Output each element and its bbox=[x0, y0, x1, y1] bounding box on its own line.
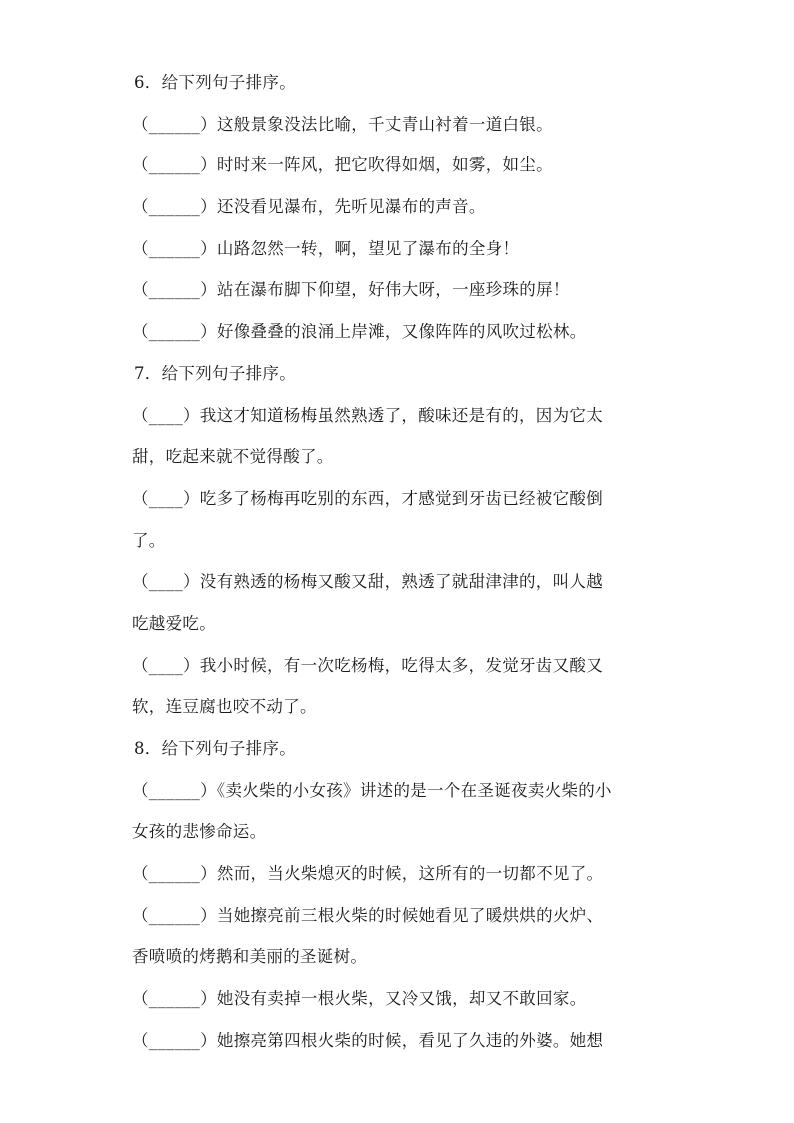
question-7-heading: 7．给下列句子排序。 bbox=[134, 364, 296, 383]
question-6-item-5: （______）站在瀑布脚下仰望，好伟大呀，一座珍珠的屏！ bbox=[132, 280, 570, 299]
question-7-item-1-line-2: 甜，吃起来就不觉得酸了。 bbox=[132, 447, 334, 466]
question-6-item-2: （______）时时来一阵风，把它吹得如烟，如雾，如尘。 bbox=[132, 155, 553, 174]
question-7-item-3-line-1: （____）没有熟透的杨梅又酸又甜，熟透了就甜津津的，叫人越 bbox=[132, 572, 603, 591]
question-6-heading: 6．给下列句子排序。 bbox=[134, 73, 296, 92]
question-8-item-2: （______）然而，当火柴熄灭的时候，这所有的一切都不见了。 bbox=[132, 864, 604, 883]
question-7-item-1-line-1: （____）我这才知道杨梅虽然熟透了，酸味还是有的，因为它太 bbox=[132, 406, 603, 425]
question-8-item-4: （______）她没有卖掉一根火柴，又冷又饿，却又不敢回家。 bbox=[132, 989, 587, 1008]
question-6-item-3: （______）还没看见瀑布，先听见瀑布的声音。 bbox=[132, 197, 486, 216]
question-8-item-1-line-1: （______）《卖火柴的小女孩》讲述的是一个在圣诞夜卖火柴的小 bbox=[132, 781, 612, 800]
question-8-item-3-line-2: 香喷喷的烤鹅和美丽的圣诞树。 bbox=[132, 947, 368, 966]
question-7-item-2-line-1: （____）吃多了杨梅再吃别的东西，才感觉到牙齿已经被它酸倒 bbox=[132, 489, 603, 508]
question-7-item-2-line-2: 了。 bbox=[132, 531, 166, 550]
question-8-item-3-line-1: （______）当她擦亮前三根火柴的时候她看见了暖烘烘的火炉、 bbox=[132, 906, 604, 925]
question-8-heading: 8．给下列句子排序。 bbox=[134, 739, 296, 758]
question-7-item-3-line-2: 吃越爱吃。 bbox=[132, 614, 216, 633]
question-8-item-1-line-2: 女孩的悲惨命运。 bbox=[132, 822, 267, 841]
question-6-item-4: （______）山路忽然一转，啊，望见了瀑布的全身！ bbox=[132, 239, 520, 258]
question-8-item-5: （______）她擦亮第四根火柴的时候，看见了久违的外婆。她想 bbox=[132, 1031, 604, 1050]
question-6-item-6: （______）好像叠叠的浪涌上岸滩，又像阵阵的风吹过松林。 bbox=[132, 322, 587, 341]
question-7-item-4-line-2: 软，连豆腐也咬不动了。 bbox=[132, 697, 317, 716]
question-6-item-1: （______）这般景象没法比喻，千丈青山衬着一道白银。 bbox=[132, 115, 553, 134]
question-7-item-4-line-1: （____）我小时候，有一次吃杨梅，吃得太多，发觉牙齿又酸又 bbox=[132, 656, 603, 675]
